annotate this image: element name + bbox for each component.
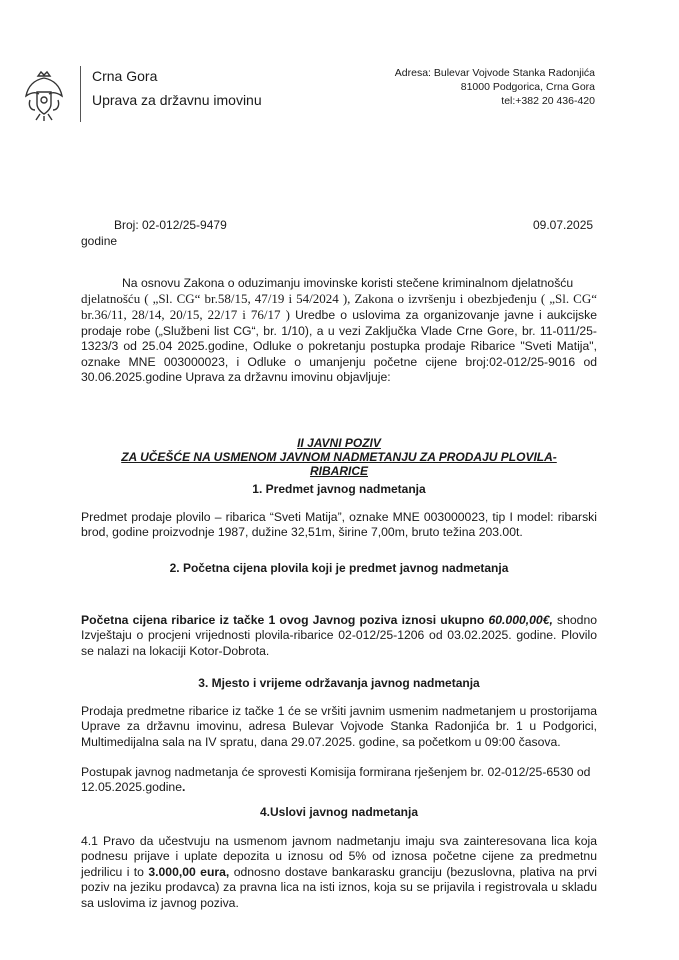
price-amount: 60.000,00€, bbox=[488, 613, 553, 627]
commission-text: Postupak javnog nadmetanja će sprovesti Komisija formirana rješenjem br. 02-012/25-6530 od 12.05.2025.godine bbox=[81, 765, 591, 795]
intro-paragraph bbox=[81, 291, 597, 385]
ref-date-suffix: godine bbox=[81, 234, 118, 248]
section-3-paragraph-1: Prodaja predmetne ribarice iz tačke 1 će se vršiti javnim usmenim nadmetanjem u prostorijama Uprave za državnu imovinu, adresa Bulevar Vojvode Stanka Radonjića br. 1 u Podgorici, Multimedijalna sala na IV spratu, dana 29.07.2025. godine, sa početkom u 09:00 časova. bbox=[81, 704, 597, 749]
commission-period: . bbox=[181, 780, 186, 795]
org-name: Uprava za državnu imovinu bbox=[92, 92, 262, 108]
address-street: Adresa: Bulevar Vojvode Stanka Radonjića bbox=[394, 67, 595, 79]
section-4-text bbox=[81, 834, 597, 911]
section-3-heading: 3. Mjesto i vrijeme održavanja javnog nadmetanja bbox=[198, 676, 480, 690]
deposit-amount: 3.000,00 eura, bbox=[148, 864, 230, 879]
org-country: Crna Gora bbox=[92, 68, 158, 84]
section-2-text bbox=[81, 613, 597, 659]
conditions-text: 4.1 Pravo da učestvuju na usmenom javnom nadmetanju imaju sva zainteresovana lica koja podnesu prijave i uplate depozita u iznosu od 5% od iznosa početne cijene za predmetnu jedrilicu i to bbox=[81, 834, 597, 879]
intro-rest: Uredbe o uslovima za organizovanje javne i aukcijske prodaje robe („Službeni list CG“, br. 1/10), a u vezi Zaključka Vlade Crne Gore, br. 11-011/25-1323/3 od 25.04 2025.godine, Odluke o pokretanju postupka prodaje Ribarice "Sveti Matija", oznake MNE 003000023, i Odluke o umanjenju početne cijene broj:02-012/25-9016 od 30.06.2025.godine Uprava za državnu imovinu objavljuje: bbox=[81, 308, 597, 385]
address-phone: tel:+382 20 436-420 bbox=[501, 95, 595, 107]
price-statement: Početna cijena ribarice iz tačke 1 ovog Javnog poziva iznosi ukupno bbox=[81, 613, 485, 627]
ref-number: Broj: 02-012/25-9479 bbox=[114, 218, 227, 232]
call-title bbox=[81, 436, 597, 478]
call-title-line1: II JAVNI POZIV bbox=[297, 436, 381, 450]
section-4-heading: 4.Uslovi javnog nadmetanja bbox=[259, 805, 419, 819]
address-block bbox=[395, 66, 595, 108]
section-3-paragraph-2 bbox=[81, 765, 601, 796]
address-postal: 81000 Podgorica, Crna Gora bbox=[460, 81, 595, 93]
section-1-text: Predmet prodaje plovilo – ribarica “Sveti Matija”, oznake MNE 003000023, tip I model: ribarski brod, godine proizvodnje 1987, dužine 32,51m, širine 7,00m, bruto težina 203.00t. bbox=[81, 510, 597, 540]
call-title-line2: ZA UČEŠĆE NA USMENOM JAVNOM NADMETANJU ZA PRODAJU PLOVILA- bbox=[121, 450, 557, 464]
call-title-line3: RIBARICE bbox=[309, 464, 368, 478]
section-1-heading: 1. Predmet javnog nadmetanja bbox=[252, 482, 426, 496]
intro-laws: djelatnošću ( „Sl. CG“ br.58/15, 47/19 i 54/2024 ), Zakona o izvršenju i obezbjeđenju ( „Sl. CG“ br.36/11, 28/14, 20/15, 22/17 i 76/17 ) bbox=[81, 291, 597, 323]
price-details: shodno Izvještaju o procjeni vrijednosti plovila-ribarice 02-012/25-1206 od 03.02.2025. godine. Plovilo se nalazi na lokaciji Kotor-Dobrota. bbox=[81, 613, 598, 658]
intro-line-a: Na osnovu Zakona o oduzimanju imovinske koristi stečene kriminalnom djelatnošću bbox=[122, 276, 574, 290]
ref-date: 09.07.2025 bbox=[533, 218, 594, 232]
guarantee-text: odnosno dostave bankarasku granciju (bezuslovna, plativa na prvi poziv na jeziku prodavca) za pravna lica na isti iznos, koja su se prijavila i registrovala u skladu sa uslovima iz javnog poziva. bbox=[81, 864, 597, 910]
section-2-heading: 2. Početna cijena plovila koji je predmet javnog nadmetanja bbox=[169, 561, 509, 575]
header-divider bbox=[80, 66, 81, 122]
coat-of-arms-icon bbox=[22, 70, 66, 122]
